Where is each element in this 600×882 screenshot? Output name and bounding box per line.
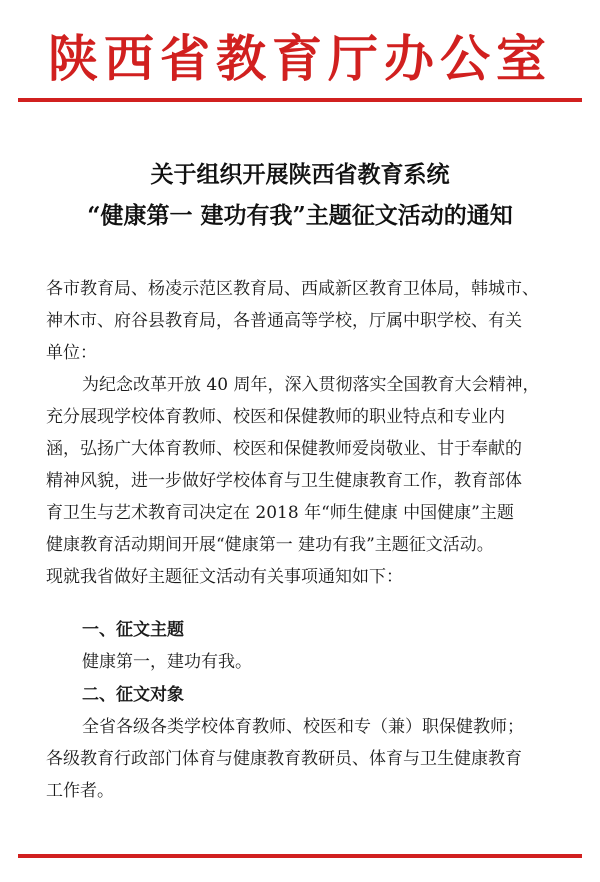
- intro-line: 充分展现学校体育教师、校医和保健教师的职业特点和专业内: [46, 407, 505, 427]
- recipients-line: 单位：: [46, 343, 97, 363]
- letterhead-red-rule: [18, 98, 582, 102]
- intro-line: 育卫生与艺术教育司决定在 2018 年“师生健康 中国健康”主题: [46, 503, 514, 523]
- recipients-line: 各市教育局、杨凌示范区教育局、西咸新区教育卫体局，韩城市、: [46, 279, 539, 299]
- participants-line: 全省各级各类学校体育教师、校医和专（兼）职保健教师；: [82, 717, 524, 737]
- recipients-block: [46, 273, 570, 369]
- intro-line: 为纪念改革开放 40 周年，深入贯彻落实全国教育大会精神，: [82, 375, 540, 395]
- section-participants-text: [46, 711, 570, 807]
- intro-line: 涵，弘扬广大体育教师、校医和保健教师爱岗敬业、甘于奉献的: [46, 439, 522, 459]
- recipients-line: 神木市、府谷县教育局，各普通高等学校，厅属中职学校、有关: [46, 311, 522, 331]
- intro-line: 现就我省做好主题征文活动有关事项通知如下：: [46, 567, 403, 587]
- intro-line: 精神风貌，进一步做好学校体育与卫生健康教育工作，教育部体: [46, 471, 522, 491]
- document-title-line-1: 关于组织开展陕西省教育系统: [150, 161, 450, 188]
- intro-paragraph: [46, 369, 570, 593]
- intro-line: 健康教育活动期间开展“健康第一 建功有我”主题征文活动。: [46, 535, 494, 555]
- document-title-line-2: “健康第一 建功有我”主题征文活动的通知: [87, 202, 513, 229]
- section-heading-participants: 二、征文对象: [82, 685, 184, 705]
- section-theme-text: 健康第一，建功有我。: [82, 652, 252, 672]
- participants-line: 各级教育行政部门体育与健康教育教研员、体育与卫生健康教育: [46, 749, 522, 769]
- letterhead-org-name: 陕西省教育厅办公室: [48, 30, 552, 88]
- footer-red-rule: [18, 854, 582, 858]
- participants-line: 工作者。: [46, 781, 114, 801]
- section-heading-theme: 一、征文主题: [82, 620, 184, 640]
